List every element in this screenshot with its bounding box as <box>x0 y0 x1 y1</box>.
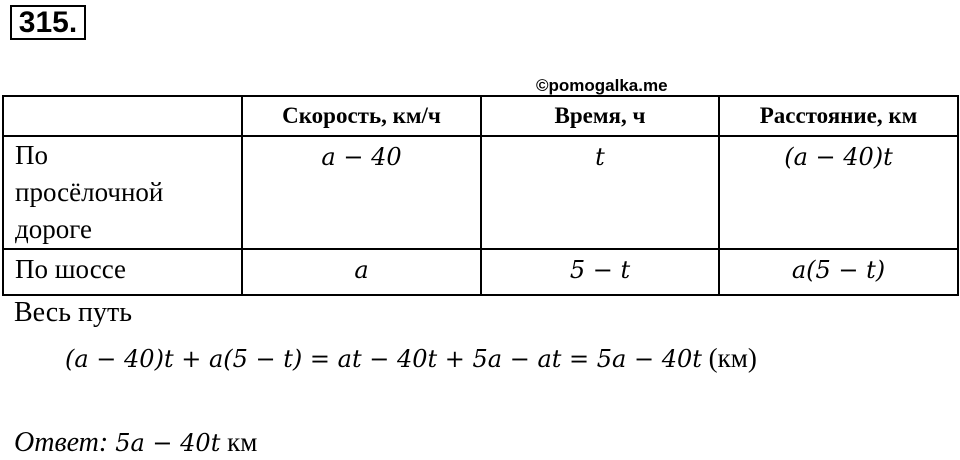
answer-value: 5a − 40t <box>115 429 221 457</box>
row-label-line: По шоссе <box>15 254 126 284</box>
row-label-highway <box>3 249 242 295</box>
cell-time-dirt: t <box>481 136 719 249</box>
solution-equation <box>65 340 757 377</box>
equation-expression: (a − 40)t + a(5 − t) = at − 40t + 5a − at = 5a − 40t <box>65 345 702 373</box>
full-path-label: Весь путь <box>14 297 132 328</box>
table-row <box>3 136 958 249</box>
table-header-row <box>3 96 958 136</box>
equation-unit: (км) <box>701 343 757 373</box>
header-time: Время, ч <box>481 96 719 136</box>
data-table <box>2 95 959 296</box>
header-speed: Скорость, км/ч <box>242 96 481 136</box>
problem-number: 315. <box>10 5 86 40</box>
header-distance: Расстояние, км <box>719 96 958 136</box>
answer-unit: км <box>220 427 258 457</box>
answer-label: Ответ: <box>14 427 109 458</box>
row-label-line: просёлочной <box>15 177 164 207</box>
header-empty <box>3 96 242 136</box>
watermark: ©pomogalka.me <box>536 76 668 95</box>
cell-distance-dirt: (a − 40)t <box>719 136 958 249</box>
cell-distance-highway: a(5 − t) <box>719 249 958 295</box>
cell-speed-dirt: a − 40 <box>242 136 481 249</box>
row-label-dirt-road <box>3 136 242 249</box>
cell-speed-highway: a <box>242 249 481 295</box>
cell-time-highway: 5 − t <box>481 249 719 295</box>
table-row <box>3 249 958 295</box>
row-label-line: дороге <box>15 214 92 244</box>
row-label-line: По <box>15 140 48 170</box>
answer-line <box>14 425 257 460</box>
